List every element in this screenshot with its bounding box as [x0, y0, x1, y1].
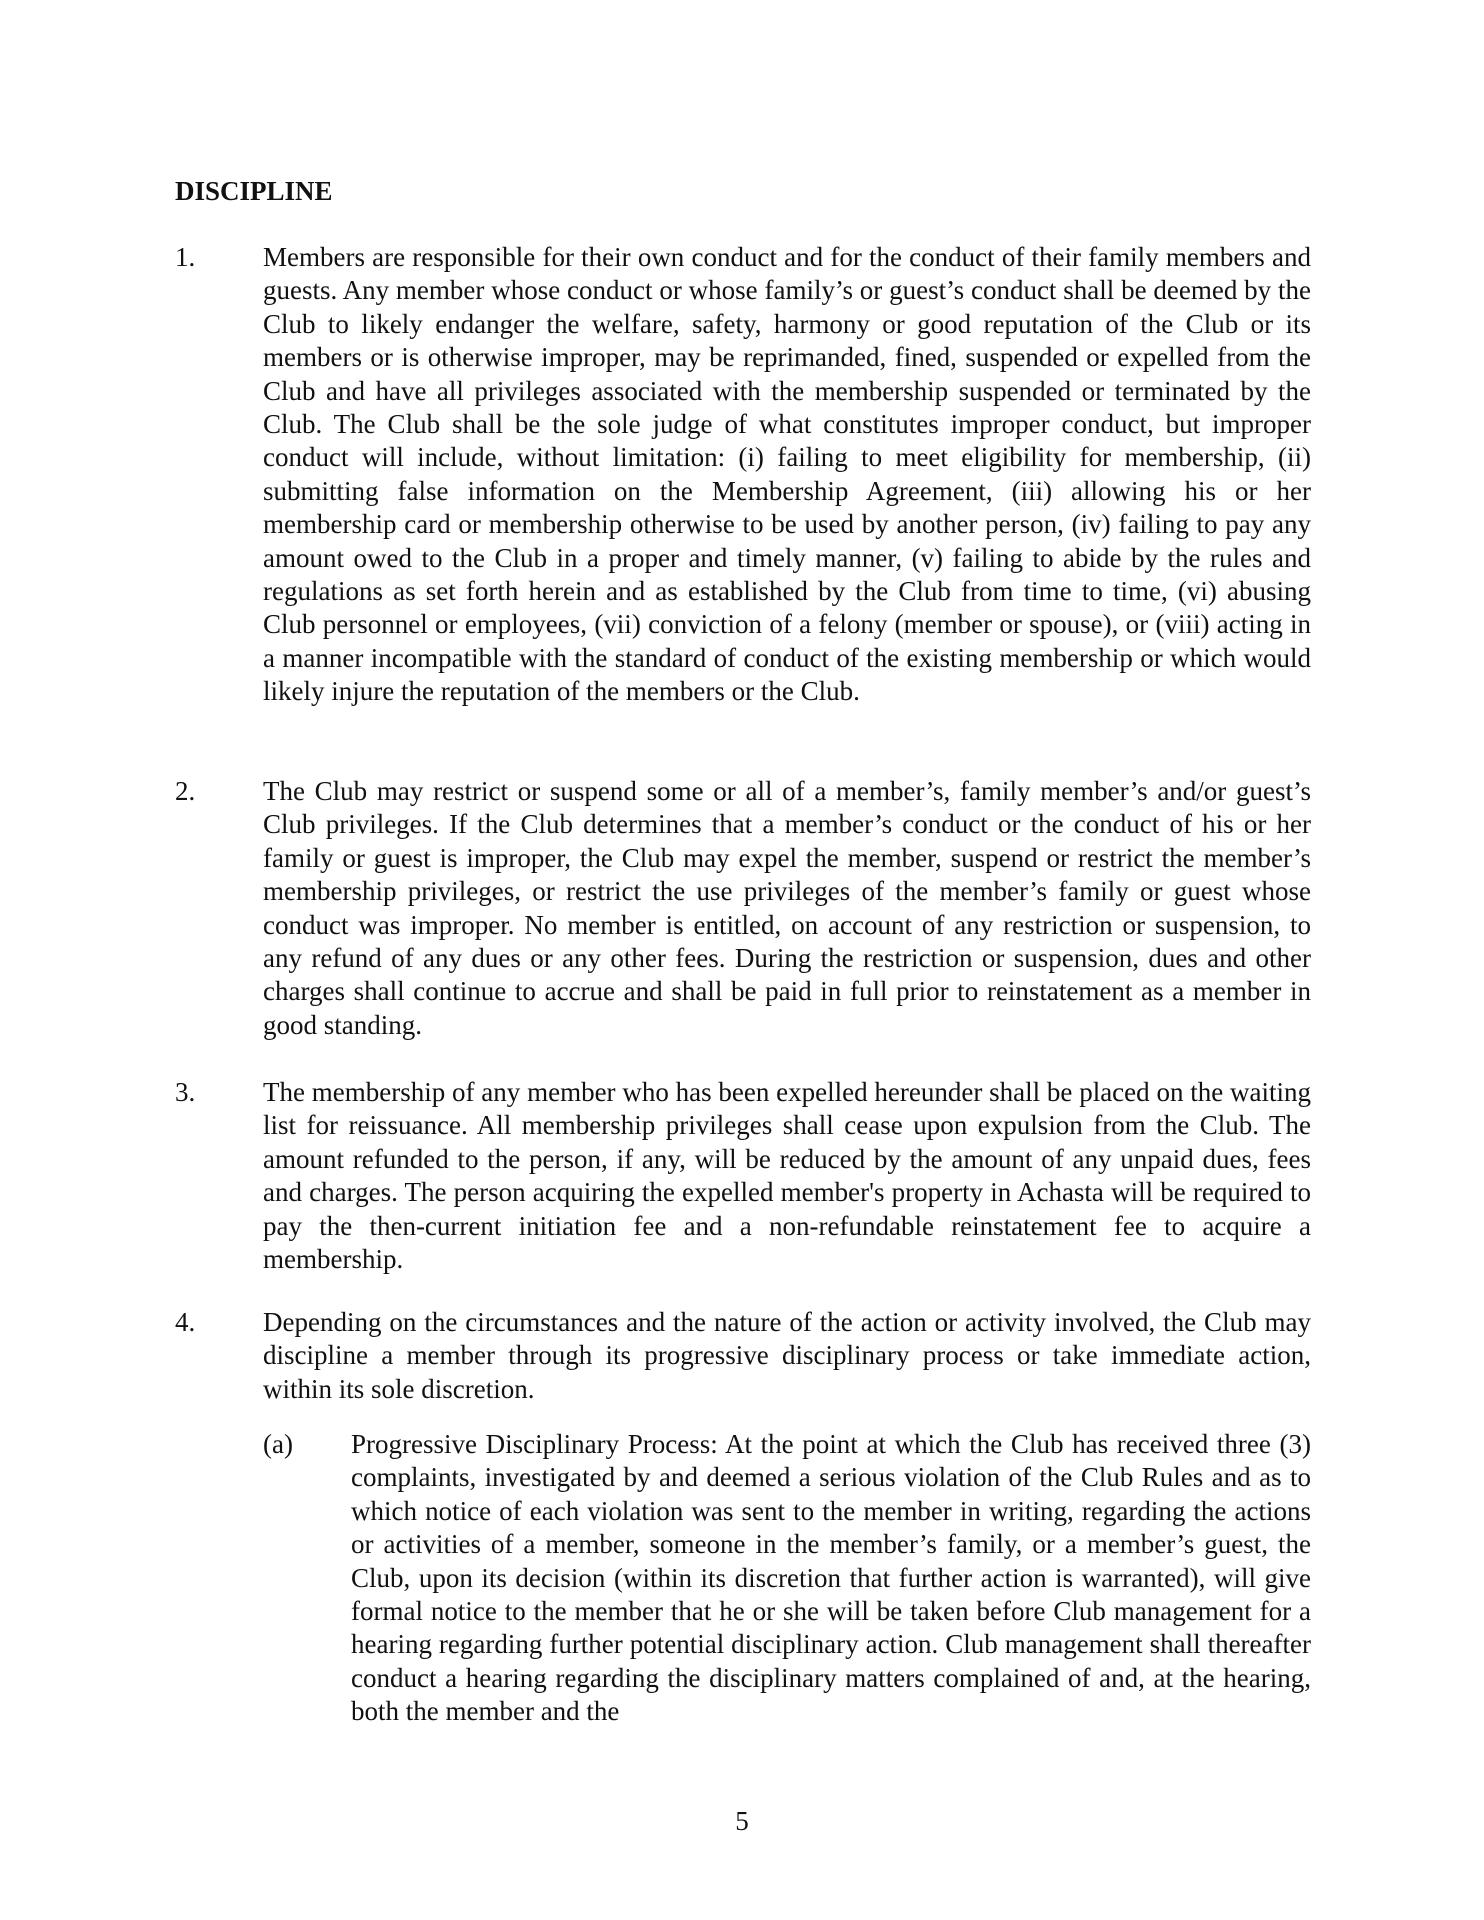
item-text: The Club may restrict or suspend some or all of a member’s, family member’s and/or guest’s Club privileges. If the Club determines that a member’s conduct or the conduct of his or her family or guest is improper, the Club may expel the member, suspend or restrict the member’s membership privileges, or restrict the use privileges of the member’s family or guest whose conduct was improper. No member is entitled, on account of any restriction or suspension, to any refund of any dues or any other fees. During the restriction or suspension, dues and other charges shall continue to accrue and shall be paid in full prior to reinstatement as a member in good standing. — [263, 776, 1311, 1040]
item-text: The membership of any member who has been expelled hereunder shall be placed on the waiting list for reissuance. All membership privileges shall cease upon expulsion from the Club. The amount refunded to the person, if any, will be reduced by the amount of any unpaid dues, fees and charges. The person acquiring the expelled member's property in Achasta will be required to pay the then-current initiation fee and a non-refundable reinstatement fee to acquire a membership. — [263, 1077, 1311, 1275]
page-number: 5 — [735, 1806, 749, 1836]
item-text: Members are responsible for their own conduct and for the conduct of their family members and guests. Any member whose conduct or whose family’s or guest’s conduct shall be deemed by the Club to likely endanger the welfare, safety, harmony or good reputation of the Club or its members or is otherwise improper, may be reprimanded, fined, suspended or expelled from the Club and have all privileges associated with the membership suspended or terminated by the Club. The Club shall be the sole judge of what constitutes improper conduct, but improper conduct will include, without limitation: (i) failing to meet eligibility for membership, (ii) submitting false information on the Membership Agreement, (iii) allowing his or her membership card or membership otherwise to be used by another person, (iv) failing to pay any amount owed to the Club in a proper and timely manner, (v) failing to abide by the rules and regulations as set forth herein and as established by the Club from time to time, (vi) abusing Club personnel or employees, (vii) conviction of a felony (member or spouse), or (viii) acting in a manner incompatible with the standard of conduct of the existing membership or which would likely injure the reputation of the members or the Club. — [263, 242, 1311, 707]
item-number: 4. — [175, 1307, 196, 1337]
item-number: 2. — [175, 776, 196, 806]
sub-item-label: (a) — [263, 1429, 293, 1459]
sub-item-text: Progressive Disciplinary Process: At the point at which the Club has received three (3) complaints, investigated by and deemed a serious violation of the Club Rules and as to which notice of each violation was sent to the member in writing, regarding the actions or activities of a member, someone in the member’s family, or a member’s guest, the Club, upon its decision (within its discretion that further action is warranted), will give formal notice to the member that he or she will be taken before Club management for a hearing regarding further potential disciplinary action. Club management shall thereafter conduct a hearing regarding the disciplinary matters complained of and, at the hearing, both the member and the — [351, 1429, 1311, 1727]
section-heading: DISCIPLINE — [175, 176, 333, 206]
item-number: 1. — [175, 242, 196, 272]
item-number: 3. — [175, 1077, 196, 1107]
item-text: Depending on the circumstances and the nature of the action or activity involved, the Club may discipline a member through its progressive disciplinary process or take immediate action, within its sole discretion. — [263, 1307, 1311, 1404]
